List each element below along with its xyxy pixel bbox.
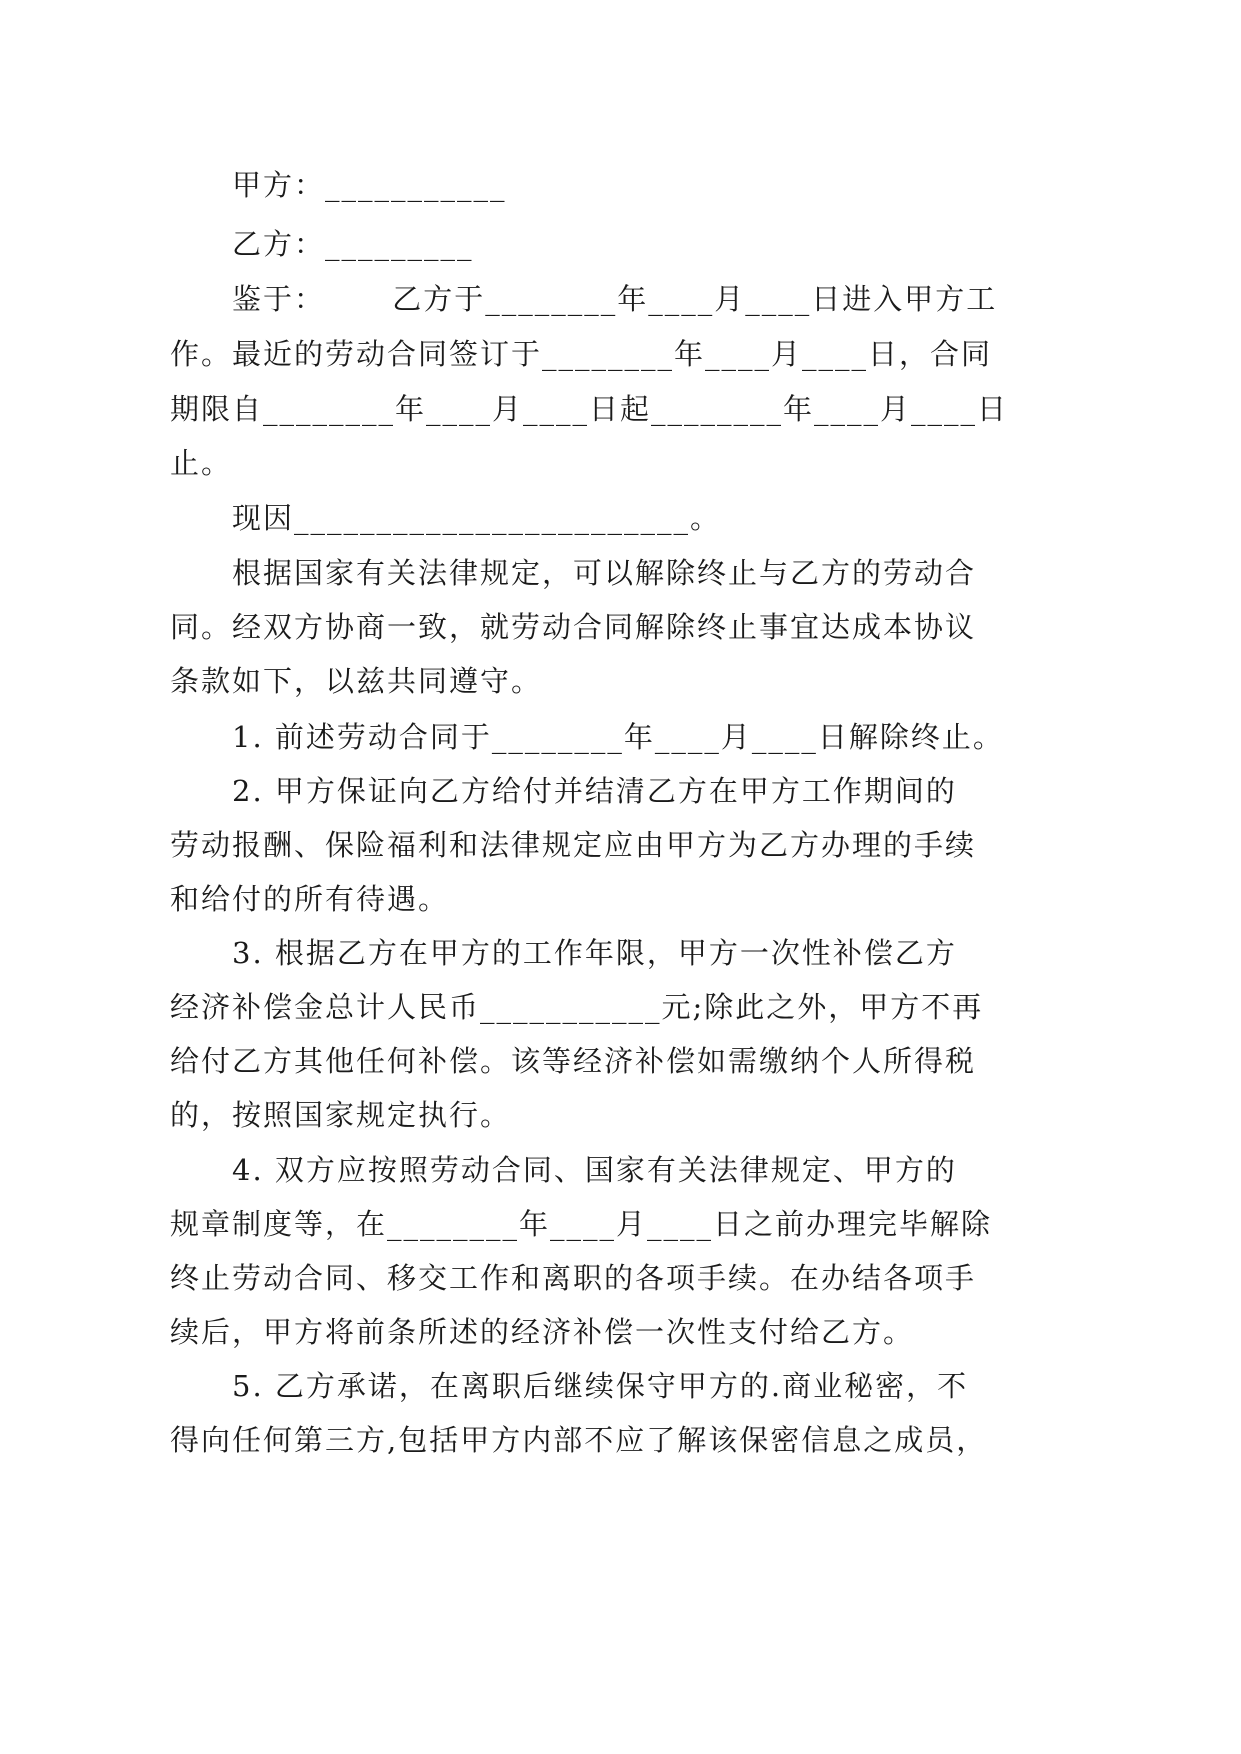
body-line: 规章制度等，在________年____月____日之前办理完毕解除 (170, 1207, 993, 1241)
clause-2-line: 2. 甲方保证向乙方给付并结清乙方在甲方工作期间的 (232, 774, 957, 808)
clause-3-line: 3. 根据乙方在甲方的工作年限，甲方一次性补偿乙方 (232, 936, 957, 970)
body-line: 条款如下，以兹共同遵守。 (170, 664, 543, 698)
body-line: 给付乙方其他任何补偿。该等经济补偿如需缴纳个人所得税 (170, 1044, 977, 1078)
body-line: 同。经双方协商一致，就劳动合同解除终止事宜达成本协议 (170, 610, 977, 644)
body-line: 得向任何第三方,包括甲方内部不应了解该保密信息之成员， (170, 1423, 988, 1457)
body-line: 经济补偿金总计人民币___________元;除此之外，甲方不再 (170, 990, 984, 1024)
body-line: 劳动报酬、保险福利和法律规定应由甲方为乙方办理的手续 (170, 828, 977, 862)
body-line: 作。最近的劳动合同签订于________年____月____日，合同 (170, 337, 993, 371)
body-line: 的，按照国家规定执行。 (170, 1098, 512, 1132)
body-line: 和给付的所有待遇。 (170, 882, 450, 916)
party-a-line: 甲方：___________ (232, 168, 507, 202)
body-line: 根据国家有关法律规定，可以解除终止与乙方的劳动合 (232, 556, 977, 590)
party-b-line: 乙方：_________ (232, 227, 474, 261)
clause-5-line: 5. 乙方承诺，在离职后继续保守甲方的.商业秘密，不 (232, 1369, 969, 1403)
body-line: 期限自________年____月____日起________年____月____日 (170, 392, 1009, 426)
clause-1-line: 1. 前述劳动合同于________年____月____日解除终止。 (232, 720, 1004, 754)
reason-line: 现因________________________。 (232, 501, 722, 535)
body-line: 止。 (170, 446, 233, 480)
whereas-line: 鉴于： 乙方于________年____月____日进入甲方工 (232, 282, 998, 316)
clause-4-line: 4. 双方应按照劳动合同、国家有关法律规定、甲方的 (232, 1153, 957, 1187)
body-line: 续后，甲方将前条所述的经济补偿一次性支付给乙方。 (170, 1315, 915, 1349)
body-line: 终止劳动合同、移交工作和离职的各项手续。在办结各项手 (170, 1261, 977, 1295)
